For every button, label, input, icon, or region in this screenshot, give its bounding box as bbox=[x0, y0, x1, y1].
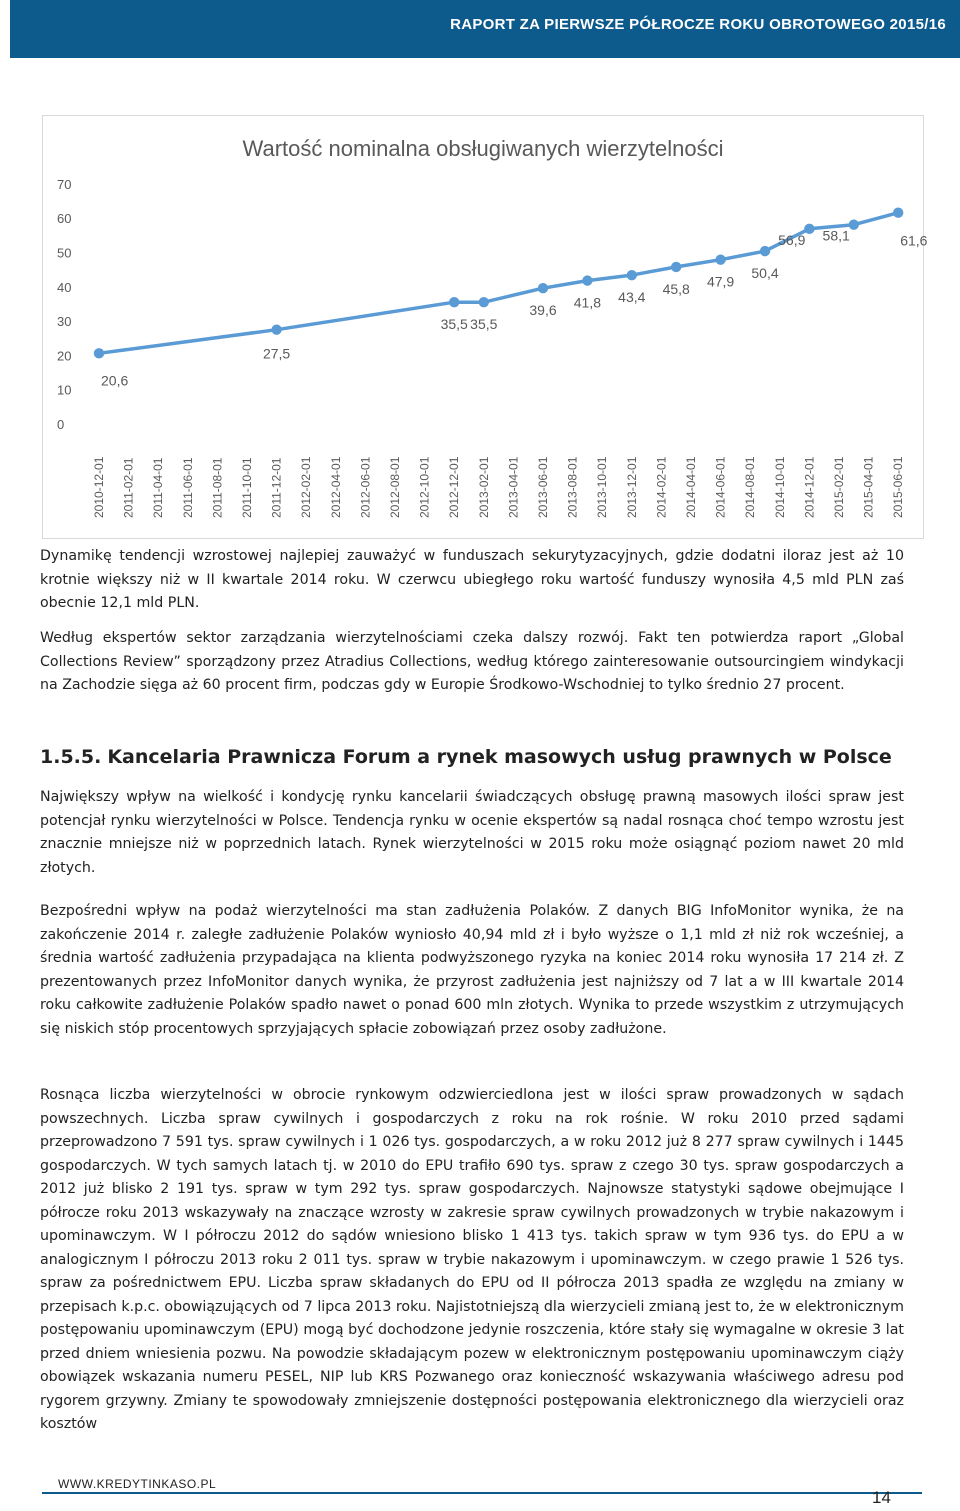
x-tick-label: 2013-04-01 bbox=[506, 456, 521, 518]
y-tick-label: 40 bbox=[57, 279, 72, 295]
data-point bbox=[271, 324, 281, 334]
data-point bbox=[94, 348, 104, 358]
data-point bbox=[627, 270, 637, 280]
paragraph-courts: Rosnąca liczba wierzytelności w obrocie rynkowym odzwierciedlona jest w ilości spraw prowadzonych w sądach powszechnych. Liczba spraw cywilnych i gospodarczych z roku na rok rośnie. W roku 2010 przed sądami przeprowadzono 7 591 tys. spraw cywilnych i 1 026 tys. gospodarczych, a w roku 2012 już 8 277 spraw cywilnych i 1445 gospodarczych. W tych samych latach tj. w 2010 do EPU trafiło 690 tys. spraw z czego 30 tys. spraw gospodarczych a 2012 już blisko 2 191 tys. spraw w tym 292 tys. spraw gospodarczych. Najnowsze statystyki sądowe obejmujące I półrocze roku 2013 wskazywały na znaczące wzrosty w zakresie spraw cywilnych prowadzonych w trybie nakazowym i upominawczym. W I półroczu 2012 do sądów wniesiono blisko 1 413 tys. takich spraw w tym 936 tys. do EPU a w analogicznym I półroczu 2013 roku 2 011 tys. spraw w trybie nakazowym i upominawczym. w czego prawie 1 526 tys. spraw za pośrednictwem EPU. Liczba spraw składanych do EPU od II półrocza 2013 spadła ze względu na zmiany w przepisach k.p.c. obowiązujących od 7 lipca 2013 roku. Najistotniejszą dla wierzycieli zmianą jest to, że w elektronicznym postępowaniu upominawczym (EPU) mogą być dochodzone jedynie roszczenia, które stały się wymagalne w okresie 3 lat przed dniem wniesienia pozwu. Na powodzie składającym pozew w elektronicznym postępowaniu upominawczym ciąży obowiązek wskazania numeru PESEL, NIP lub KRS Pozwanego oraz konieczność wskazywania właściwego adresu pod rygorem grzywny. Zmiany te spowodowały zmniejszenie dostępności postępowania elektronicznego dla wierzycieli oraz kosztów bbox=[40, 1087, 904, 1432]
x-tick-label: 2015-02-01 bbox=[832, 456, 846, 518]
data-label: 50,4 bbox=[751, 265, 779, 282]
paragraph-funds: Dynamikę tendencji wzrostowej najlepiej zauważyć w funduszach sekurytyzacyjnych, gdzie dodatni iloraz jest aż 10 krotnie większy niż w II kwartale 2014 roku. W czerwcu ubiegłego roku wartość funduszy wynosiła 4,5 mld PLN zaś obecnie 12,1 mld PLN. bbox=[40, 548, 904, 611]
y-tick-label: 60 bbox=[57, 211, 72, 227]
x-tick-label: 2011-06-01 bbox=[180, 457, 195, 518]
x-tick-label: 2013-02-01 bbox=[476, 456, 491, 518]
y-tick-label: 30 bbox=[57, 314, 72, 330]
x-tick-label: 2011-10-01 bbox=[240, 457, 254, 518]
x-tick-label: 2012-12-01 bbox=[447, 456, 462, 518]
data-label: 56,9 bbox=[778, 231, 806, 248]
x-tick-label: 2014-06-01 bbox=[713, 456, 728, 518]
x-tick-label: 2011-02-01 bbox=[121, 457, 136, 518]
footer-divider bbox=[42, 1492, 922, 1494]
y-tick-label: 70 bbox=[57, 176, 72, 192]
x-tick-label: 2012-08-01 bbox=[388, 456, 402, 518]
page-number: 14 bbox=[872, 1488, 891, 1507]
footer-url[interactable]: WWW.KREDYTINKASO.PL bbox=[58, 1477, 217, 1491]
x-tick-label: 2013-10-01 bbox=[595, 456, 610, 518]
y-tick-label: 10 bbox=[57, 382, 72, 398]
chart-title: Wartość nominalna obsługiwanych wierzytelności bbox=[242, 136, 724, 161]
y-tick-label: 20 bbox=[57, 348, 72, 364]
x-tick-label: 2013-12-01 bbox=[624, 456, 639, 518]
data-label: 39,6 bbox=[529, 302, 557, 319]
x-tick-label: 2010-12-01 bbox=[92, 456, 106, 518]
data-label: 47,9 bbox=[706, 273, 735, 290]
x-tick-label: 2011-04-01 bbox=[151, 457, 166, 518]
y-tick-label: 50 bbox=[57, 245, 72, 261]
data-label: 35,5 bbox=[470, 316, 498, 333]
x-tick-label: 2013-06-01 bbox=[536, 456, 550, 518]
x-tick-label: 2014-04-01 bbox=[684, 456, 698, 518]
data-label: 58,1 bbox=[822, 227, 850, 244]
data-point bbox=[849, 220, 859, 230]
x-tick-label: 2015-06-01 bbox=[891, 456, 906, 518]
data-label: 35,5 bbox=[440, 316, 468, 333]
data-label: 45,8 bbox=[662, 280, 690, 297]
data-point bbox=[893, 208, 903, 218]
data-point bbox=[449, 297, 459, 307]
x-tick-label: 2014-08-01 bbox=[743, 456, 758, 518]
paragraph-market: Największy wpływ na wielkość i kondycję rynku kancelarii świadczących obsługę prawną masowych ilości spraw jest potencjał rynku wierzytelności w Polsce. Tendencja rynku w ocenie ekspertów są nadal rosnąca choć tempo wzrostu jest znacznie mniejsze niż w poprzednich latach. Rynek wierzytelności w 2015 roku może osiągnąć poziom nawet 20 mld złotych. bbox=[40, 789, 904, 876]
x-tick-label: 2012-06-01 bbox=[358, 456, 373, 518]
x-tick-label: 2011-12-01 bbox=[269, 457, 284, 518]
section-heading bbox=[40, 746, 892, 768]
paragraph-experts: Według ekspertów sektor zarządzania wierzytelnościami czeka dalszy rozwój. Fakt ten potwierdza raport „Global Collections Review” sporządzony przez Atradius Collections, według którego zainteresowanie outsourcingiem windykacji na Zachodzie sięga aż 60 procent firm, podczas gdy w Europie Środkowo-Wschodniej to tylko średnio 27 procent. bbox=[40, 630, 904, 693]
data-label: 20,6 bbox=[101, 372, 129, 389]
x-tick-label: 2014-12-01 bbox=[802, 456, 817, 518]
y-tick-label: 0 bbox=[57, 417, 65, 432]
header-bar bbox=[10, 0, 960, 58]
x-tick-label: 2011-08-01 bbox=[210, 457, 225, 518]
section-number: 1.5.5. bbox=[40, 746, 102, 768]
x-tick-label: 2012-04-01 bbox=[328, 456, 343, 518]
data-label: 27,5 bbox=[262, 345, 291, 362]
x-tick-label: 2013-08-01 bbox=[565, 456, 580, 518]
data-point bbox=[715, 255, 725, 265]
x-tick-label: 2012-10-01 bbox=[417, 456, 432, 518]
data-label: 61,6 bbox=[900, 232, 928, 249]
data-point bbox=[760, 246, 770, 256]
data-point bbox=[804, 224, 814, 234]
x-tick-label: 2012-02-01 bbox=[299, 456, 314, 518]
data-label: 41,8 bbox=[573, 294, 602, 311]
data-point bbox=[479, 297, 489, 307]
data-point bbox=[582, 275, 592, 285]
x-tick-label: 2015-04-01 bbox=[861, 456, 876, 518]
paragraph-debt: Bezpośredni wpływ na podaż wierzytelności ma stan zadłużenia Polaków. Z danych BIG InfoMonitor wynika, że na zakończenie 2014 r. zaległe zadłużenie Polaków wyniosło 40,94 mld zł i było wyższe o 1,1 mld zł niż rok wcześniej, a średnia wartość zadłużenia przypadająca na klienta podwyższonego ryzyka na koniec 2014 roku wynosiła 17 214 zł. Z prezentowanych przez InfoMonitor danych wynika, że przyrost zadłużenia jest najniższy od 7 lat a w III kwartale 2014 roku całkowite zadłużenie Polaków spadło nawet o ponad 600 mln złotych. Wynika to przede wszystkim z utrzymujących się niskich stóp procentowych sprzyjających spłacie zobowiązań przez osoby zadłużone. bbox=[40, 903, 904, 1037]
data-point bbox=[538, 283, 548, 293]
data-label: 43,4 bbox=[618, 289, 646, 306]
x-tick-label: 2014-02-01 bbox=[654, 456, 669, 518]
line-chart bbox=[43, 116, 928, 538]
report-title: RAPORT ZA PIERWSZE PÓŁROCZE ROKU OBROTOWEGO 2015/16 bbox=[450, 16, 946, 33]
x-tick-label: 2014-10-01 bbox=[772, 456, 787, 518]
data-point bbox=[671, 262, 681, 272]
section-title: Kancelaria Prawnicza Forum a rynek masowych usług prawnych w Polsce bbox=[107, 746, 892, 768]
chart-frame bbox=[42, 115, 928, 539]
